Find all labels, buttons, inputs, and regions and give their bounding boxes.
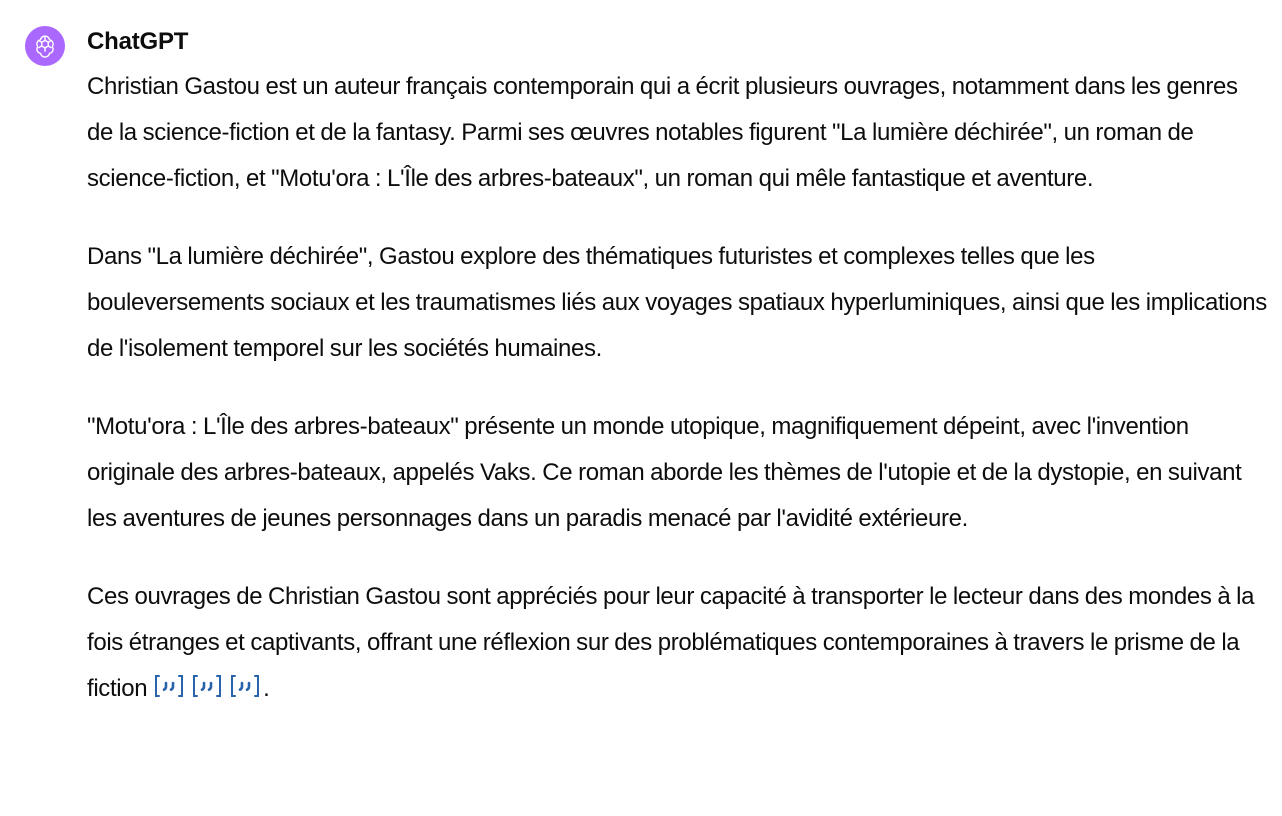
message-author: ChatGPT bbox=[87, 28, 189, 55]
message-paragraph-4-text: Ces ouvrages de Christian Gastou sont appréciés pour leur capacité à transporter le lecteur dans des mondes à la fois étranges et captivants, offrant une réflexion sur des problématiques contemporaines à travers le prisme de la fiction bbox=[87, 583, 1255, 702]
citation-group bbox=[153, 675, 261, 702]
citation-quote-icon[interactable] bbox=[191, 673, 223, 699]
openai-logo-icon bbox=[25, 26, 65, 66]
message-paragraph-1: Christian Gastou est un auteur français contemporain qui a écrit plusieurs ouvrages, notamment dans les genres de la science-fiction et de la fantasy. Parmi ses œuvres notables figurent "La lumière déchirée", un roman de science-fiction, et "Motu'ora : L'Île des arbres-bateaux", un roman qui mêle fantastique et aventure. bbox=[87, 73, 1238, 192]
message-paragraph-4 bbox=[87, 574, 1267, 712]
assistant-message bbox=[25, 26, 1270, 712]
closing-punctuation: . bbox=[263, 675, 270, 702]
message-paragraph-3: "Motu'ora : L'Île des arbres-bateaux" présente un monde utopique, magnifiquement dépeint, avec l'invention originale des arbres-bateaux, appelés Vaks. Ce roman aborde les thèmes de l'utopie et de la dystopie, en suivant les aventures de jeunes personnages dans un paradis menacé par l'avidité extérieure. bbox=[87, 413, 1242, 532]
message-paragraph-2: Dans "La lumière déchirée", Gastou explore des thématiques futuristes et complexes telles que les bouleversements sociaux et les traumatismes liés aux voyages spatiaux hyperluminiques, ainsi que les implications de l'isolement temporel sur les sociétés humaines. bbox=[87, 243, 1267, 362]
citation-quote-icon[interactable] bbox=[229, 673, 261, 699]
message-content bbox=[87, 26, 1267, 712]
citation-quote-icon[interactable] bbox=[153, 673, 185, 699]
